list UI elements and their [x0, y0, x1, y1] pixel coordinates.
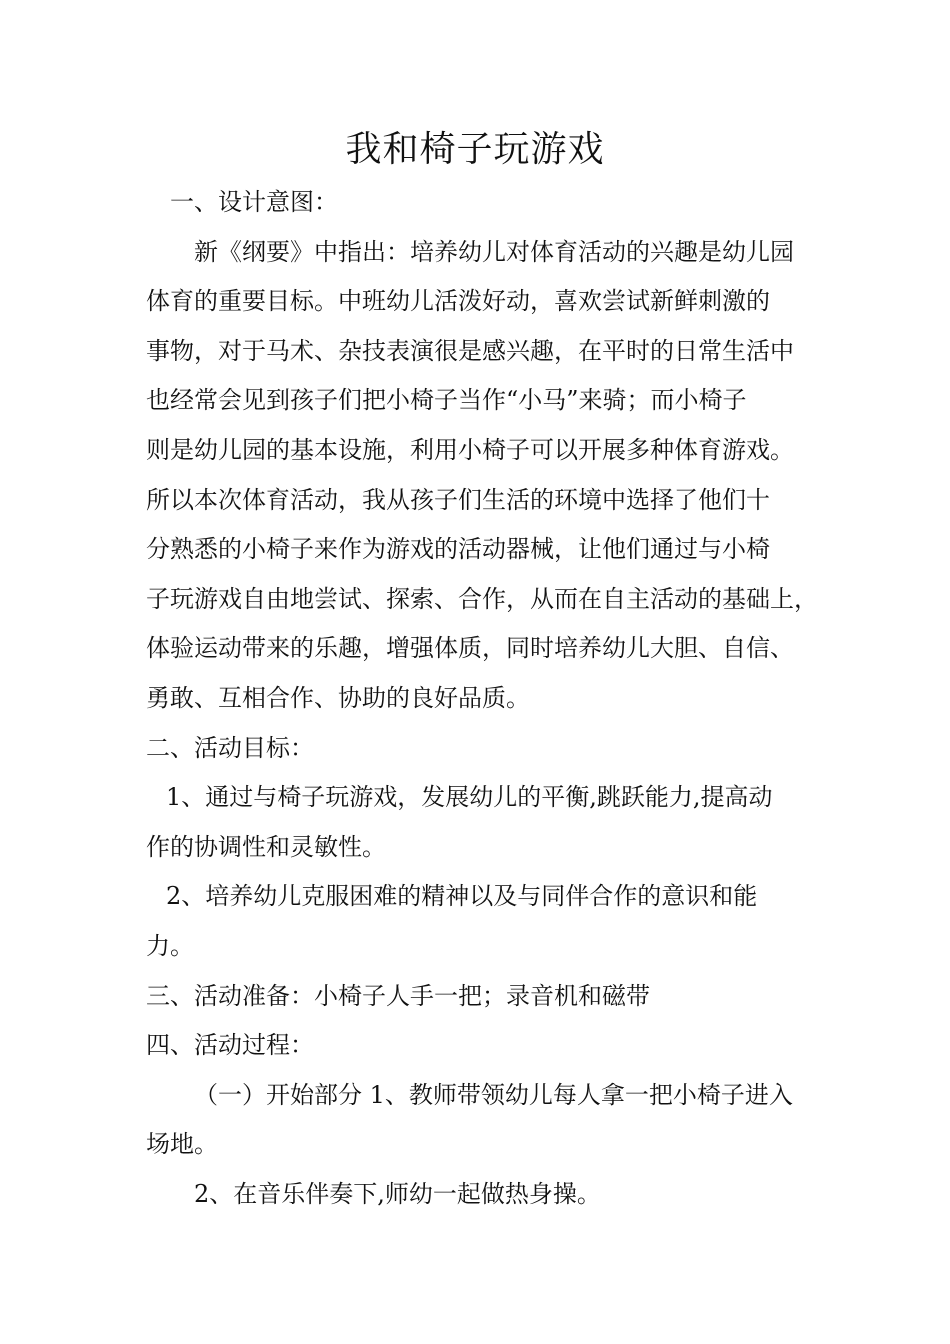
paragraph-line: 也经常会见到孩子们把小椅子当作“小马”来骑；而小椅子 — [146, 386, 747, 415]
goal-item-1-continued: 作的协调性和灵敏性。 — [146, 832, 386, 861]
document-body — [146, 178, 818, 1219]
paragraph-line: 事物，对于马术、杂技表演很是感兴趣，在平时的日常生活中 — [146, 336, 794, 365]
section-heading-activity-preparation: 三、活动准备：小椅子人手一把；录音机和磁带 — [146, 981, 650, 1010]
paragraph-line: 勇敢、互相合作、协助的良好品质。 — [146, 683, 530, 712]
goal-item-2-continued: 力。 — [146, 931, 194, 960]
section-heading-activity-process: 四、活动过程： — [146, 1031, 314, 1060]
section-heading-activity-goals: 二、活动目标： — [146, 733, 314, 762]
section-heading-design-intent: 一、设计意图： — [170, 188, 338, 216]
process-step-opening: （一）开始部分 1、教师带领幼儿每人拿一把小椅子进入 — [194, 1080, 793, 1109]
paragraph-line: 新《纲要》中指出：培养幼儿对体育活动的兴趣是幼儿园 — [194, 237, 794, 266]
paragraph-line: 体验运动带来的乐趣，增强体质，同时培养幼儿大胆、自信、 — [146, 634, 794, 663]
paragraph-line: 则是幼儿园的基本设施，利用小椅子可以开展多种体育游戏。 — [146, 435, 794, 464]
paragraph-line: 体育的重要目标。中班幼儿活泼好动，喜欢尝试新鲜刺激的 — [146, 287, 770, 316]
goal-item-2: 2、培养幼儿克服困难的精神以及与同伴合作的意识和能 — [166, 882, 758, 911]
process-step-2: 2、在音乐伴奏下,师幼一起做热身操。 — [194, 1179, 601, 1208]
process-step-opening-continued: 场地。 — [146, 1130, 218, 1159]
paragraph-line: 分熟悉的小椅子来作为游戏的活动器械，让他们通过与小椅 — [146, 535, 770, 564]
goal-item-1: 1、通过与椅子玩游戏，发展幼儿的平衡,跳跃能力,提高动 — [166, 783, 773, 812]
document-title: 我和椅子玩游戏 — [345, 129, 605, 170]
paragraph-line: 所以本次体育活动，我从孩子们生活的环境中选择了他们十 — [146, 485, 770, 514]
paragraph-line: 子玩游戏自由地尝试、探索、合作，从而在自主活动的基础上， — [146, 584, 818, 613]
